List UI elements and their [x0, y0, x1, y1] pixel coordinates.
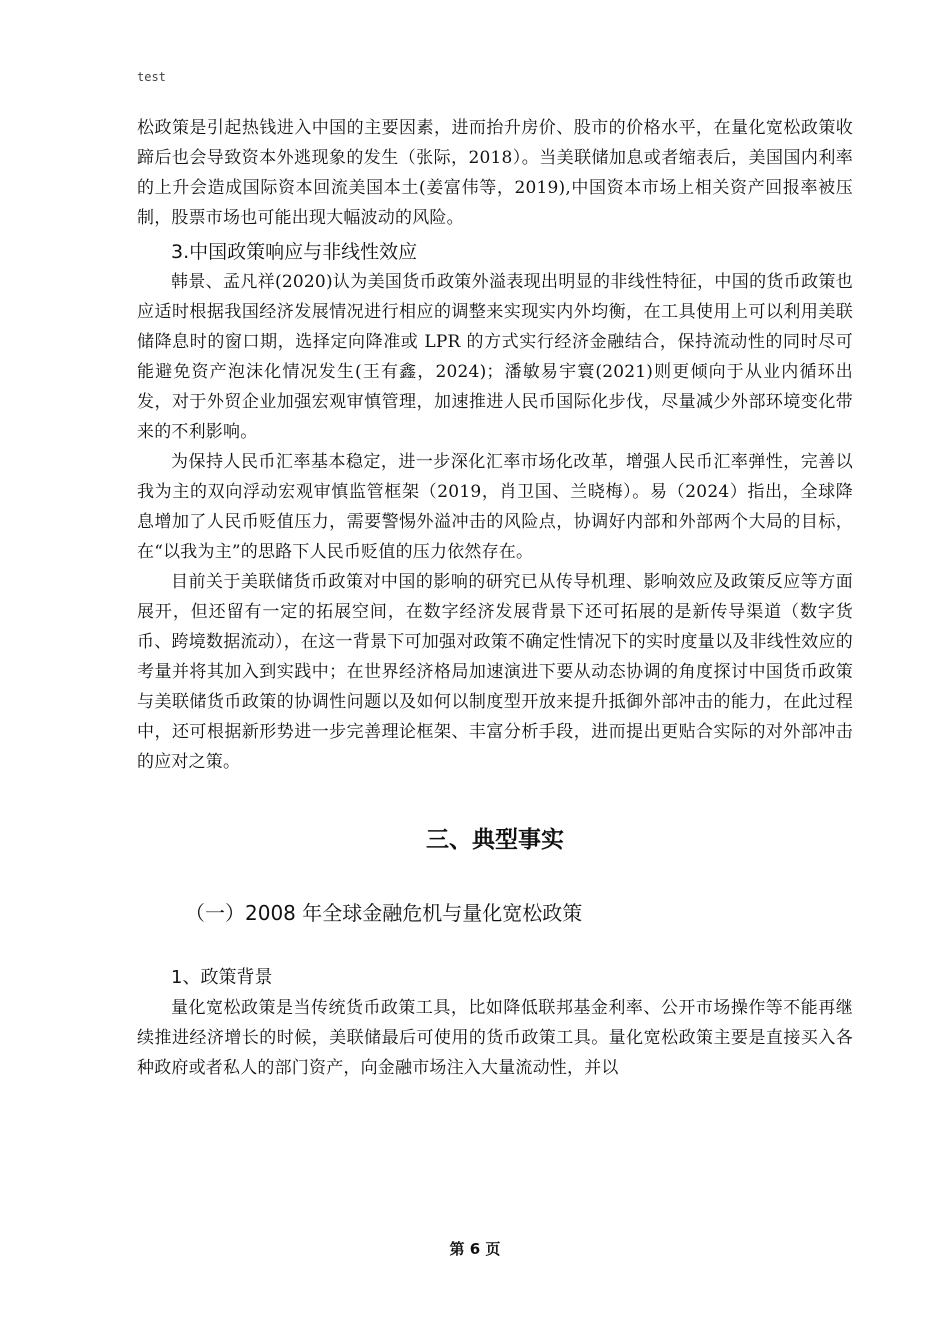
paragraph-continued: 松政策是引起热钱进入中国的主要因素，进而抬升房价、股市的价格水平，在量化宽松政策收蹄后也会导致资本外逃现象的发生（张际，2018）。当美联储加息或者缩表后，美国国内利率的上升会造成国际资本回流美国本土(姜富伟等，2019),中国资本市场上相关资产回报率被压制，股票市场也可能出现大幅波动的风险。 [137, 118, 853, 228]
document-body [137, 113, 853, 1083]
paragraph-exchange-rate: 为保持人民币汇率基本稳定，进一步深化汇率市场化改革，增强人民币汇率弹性，完善以我为主的双向浮动宏观审慎监管框架（2019，肖卫国、兰晓梅）。易（2024）指出，全球降息增加了人民币贬值压力，需要警惕外溢冲击的风险点，协调好内部和外部两个大局的目标，在“以我为主”的思路下人民币贬值的压力依然存在。 [137, 452, 853, 562]
item-title: 1、政策背景 [171, 967, 273, 988]
subheading-policy-response: 3.中国政策响应与非线性效应 [171, 241, 418, 263]
paragraph-research-outlook: 目前关于美联储货币政策对中国的影响的研究已从传导机理、影响效应及政策反应等方面展开，但还留有一定的拓展空间，在数字经济发展背景下还可拓展的是新传导渠道（数字货币、跨境数据流动），在这一背景下可加强对政策不确定性情况下的实时度量以及非线性效应的考量并将其加入到实践中；在世界经济格局加速演进下要从动态协调的角度探讨中国货币政策与美联储货币政策的协调性问题以及如何以制度型开放来提升抵御外部冲击的能力，在此过程中，还可根据新形势进一步完善理论框架、丰富分析手段，进而提出更贴合实际的对外部冲击的应对之策。 [137, 572, 853, 772]
paragraph-qe-background: 量化宽松政策是当传统货币政策工具，比如降低联邦基金利率、公开市场操作等不能再继续推进经济增长的时候，美联储最后可使用的货币政策工具。量化宽松政策主要是直接买入各种政府或者私人的部门资产，向金融市场注入大量流动性，并以 [137, 998, 853, 1078]
page-number: 第 6 页 [449, 1240, 501, 1258]
section-title: 三、典型事实 [426, 827, 564, 853]
page-header: test [137, 70, 166, 84]
subsection-title: （一）2008 年全球金融危机与量化宽松政策 [185, 901, 583, 925]
paragraph-nonlinear-effects: 韩景、孟凡祥(2020)认为美国货币政策外溢表现出明显的非线性特征，中国的货币政策也应适时根据我国经济发展情况进行相应的调整来实现实内外均衡，在工具使用上可以利用美联储降息时的窗口期，选择定向降准或 LPR 的方式实行经济金融结合，保持流动性的同时尽可能避免资产泡沫化情况发生(王有鑫，2024)；潘敏易宇寰(2021)则更倾向于从业内循环出发，对于外贸企业加强宏观审慎管理，加速推进人民币国际化步伐，尽量减少外部环境变化带来的不利影响。 [137, 272, 853, 442]
